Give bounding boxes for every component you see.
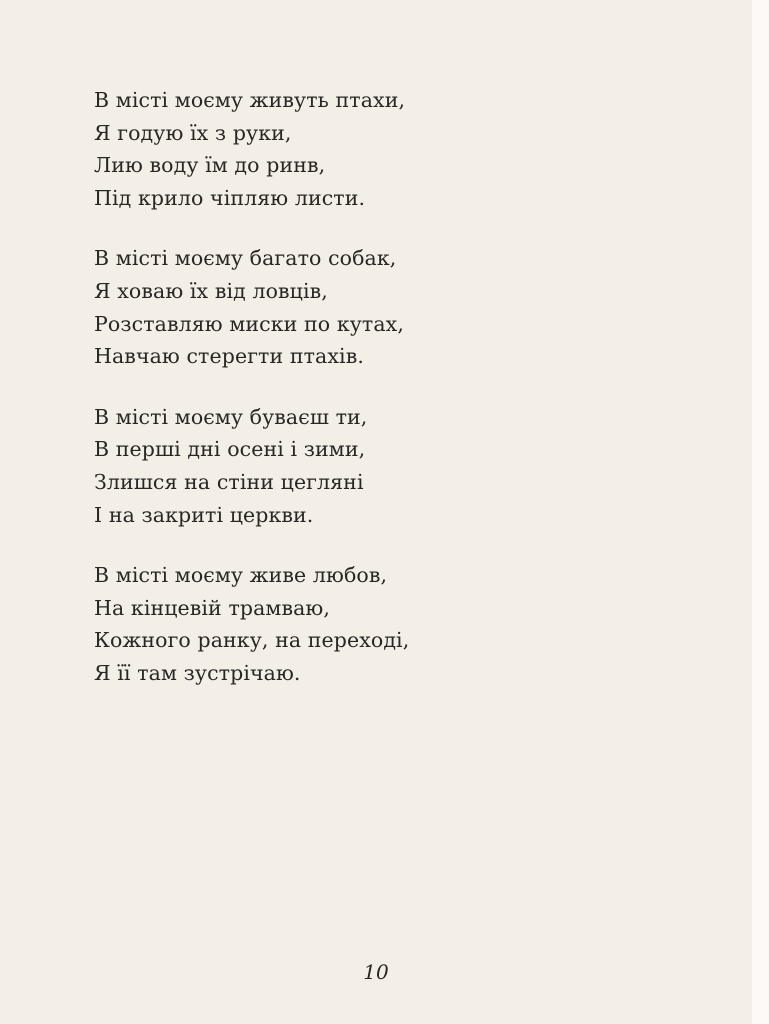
stanza-3 bbox=[94, 401, 409, 531]
poem-line: Навчаю стерегти птахів. bbox=[94, 344, 364, 369]
page-edge bbox=[752, 0, 769, 1024]
poem-line: Лию воду їм до ринв, bbox=[94, 153, 326, 178]
poem-line: В місті моєму живе любов, bbox=[94, 563, 388, 588]
poem-line: Злишся на стіни цегляні bbox=[94, 469, 364, 494]
poem-line: Кожного ранку, на переході, bbox=[94, 628, 410, 653]
poem-line: В місті моєму буваєш ти, bbox=[94, 404, 368, 429]
stanza-1 bbox=[94, 84, 409, 214]
poem-line: Я ховаю їх від ловців, bbox=[94, 278, 328, 303]
page-number: 10 bbox=[363, 960, 389, 984]
poem-line: В місті моєму багато собак, bbox=[94, 246, 397, 271]
poem-line: На кінцевій трамваю, bbox=[94, 595, 330, 620]
stanza-2 bbox=[94, 242, 409, 372]
poem-line: Розставляю миски по кутах, bbox=[94, 311, 404, 336]
poem-line: В місті моєму живуть птахи, bbox=[94, 88, 406, 112]
poem-line: Я її там зустрічаю. bbox=[94, 660, 301, 685]
poem-line: В перші дні осені і зими, bbox=[94, 437, 366, 462]
poem-line: І на закриті церкви. bbox=[94, 502, 314, 527]
stanza-4 bbox=[94, 559, 409, 689]
poem bbox=[94, 84, 409, 718]
poem-line: Я годую їх з руки, bbox=[94, 120, 292, 145]
poem-line: Під крило чіпляю листи. bbox=[94, 185, 366, 210]
